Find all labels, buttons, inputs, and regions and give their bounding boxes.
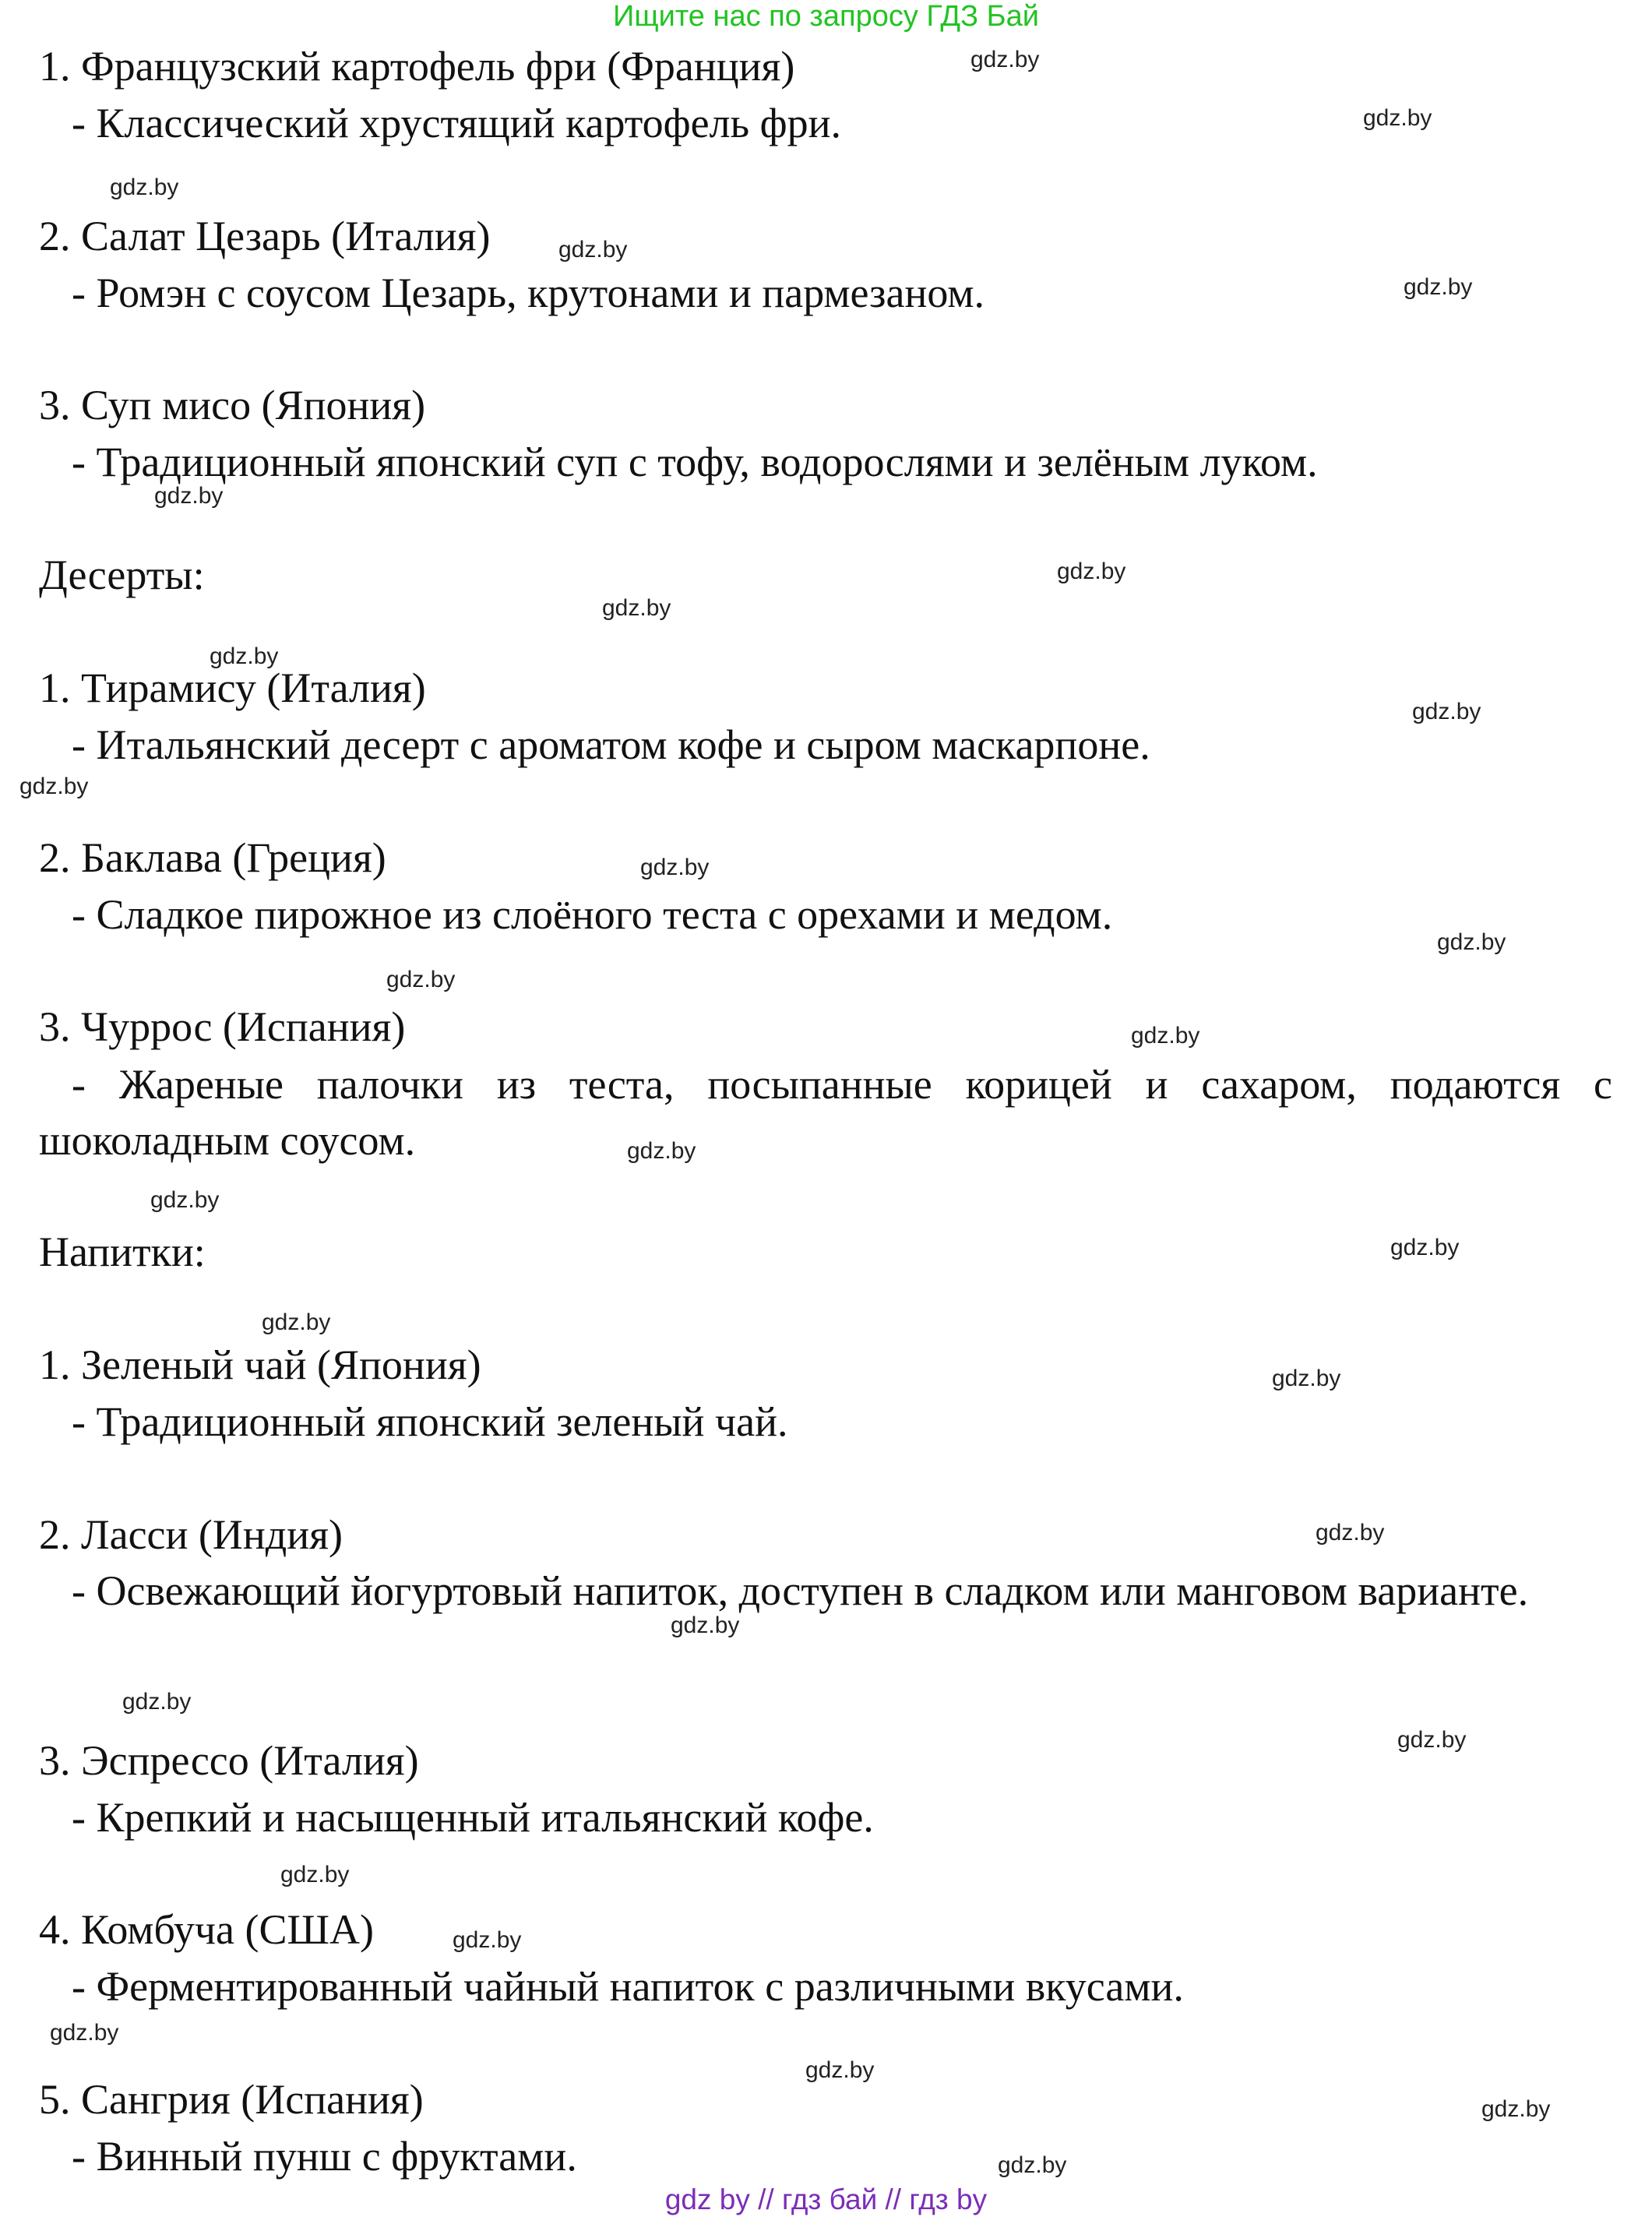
starter-1-title: 1. Французский картофель фри (Франция): [39, 43, 795, 90]
drink-1-title: 1. Зеленый чай (Япония): [39, 1341, 481, 1388]
watermark: gdz.by: [1057, 559, 1126, 584]
drink-4-desc: - Ферментированный чайный напиток с различными вкусами.: [72, 1963, 1184, 2010]
starter-2-desc: - Ромэн с соусом Цезарь, крутонами и пармезаном.: [72, 270, 985, 316]
watermark: gdz.by: [640, 855, 710, 880]
watermark: gdz.by: [970, 47, 1040, 72]
watermark: gdz.by: [280, 1862, 350, 1887]
watermark: gdz.by: [1390, 1235, 1460, 1260]
watermark: gdz.by: [602, 595, 671, 621]
drink-3-title: 3. Эспрессо (Италия): [39, 1737, 419, 1784]
drink-2-desc: - Освежающий йогуртовый напиток, доступен в сладком или манговом варианте.: [72, 1567, 1529, 1614]
watermark: gdz.by: [453, 1927, 522, 1953]
footer-site-note: gdz by // гдз бай // гдз by: [664, 2183, 988, 2215]
drink-3-desc: - Крепкий и насыщенный итальянский кофе.: [72, 1794, 874, 1841]
watermark: gdz.by: [1272, 1366, 1341, 1391]
drink-5-desc: - Винный пунш с фруктами.: [72, 2133, 577, 2180]
starter-1-desc: - Классический хрустящий картофель фри.: [72, 100, 842, 146]
watermark: gdz.by: [386, 967, 456, 992]
desserts-heading: Десерты:: [39, 552, 205, 598]
dessert-2-title: 2. Баклава (Греция): [39, 834, 386, 881]
drink-2-title: 2. Ласси (Индия): [39, 1511, 343, 1558]
watermark: gdz.by: [50, 2020, 119, 2046]
watermark: gdz.by: [805, 2057, 875, 2083]
drink-1-desc: - Традиционный японский зеленый чай.: [72, 1398, 788, 1445]
watermark: gdz.by: [998, 2152, 1067, 2178]
watermark: gdz.by: [154, 483, 224, 509]
watermark: gdz.by: [122, 1689, 192, 1715]
dessert-1-title: 1. Тирамису (Италия): [39, 664, 426, 711]
watermark: gdz.by: [558, 237, 628, 263]
watermark: gdz.by: [110, 174, 179, 200]
dessert-1-desc: - Итальянский десерт с ароматом кофе и сыром маскарпоне.: [72, 721, 1150, 768]
dessert-3-desc: - Жареные палочки из теста, посыпанные корицей и сахаром, подаются с шоколадным соусом.: [39, 1061, 1612, 1164]
watermark: gdz.by: [262, 1309, 331, 1335]
watermark: gdz.by: [1481, 2096, 1551, 2122]
watermark: gdz.by: [210, 643, 279, 669]
starter-3-title: 3. Суп мисо (Япония): [39, 382, 426, 428]
watermark: gdz.by: [1131, 1023, 1200, 1049]
drink-4-title: 4. Комбуча (США): [39, 1906, 374, 1953]
watermark: gdz.by: [671, 1612, 740, 1638]
drink-5-title: 5. Сангрия (Испания): [39, 2076, 424, 2123]
watermark: gdz.by: [1363, 105, 1432, 131]
dessert-3-title: 3. Чуррос (Испания): [39, 1003, 406, 1050]
starter-3-desc: - Традиционный японский суп с тофу, водорослями и зелёным луком.: [72, 439, 1318, 485]
watermark: gdz.by: [1412, 699, 1481, 724]
starter-2-title: 2. Салат Цезарь (Италия): [39, 213, 491, 259]
drinks-heading: Напитки:: [39, 1228, 206, 1275]
dessert-2-desc: - Сладкое пирожное из слоёного теста с орехами и медом.: [72, 891, 1113, 938]
watermark: gdz.by: [1316, 1520, 1385, 1546]
header-search-note: Ищите нас по запросу ГДЗ Бай: [613, 0, 1039, 33]
watermark: gdz.by: [19, 774, 89, 799]
watermark: gdz.by: [1397, 1727, 1467, 1753]
watermark: gdz.by: [150, 1187, 220, 1213]
watermark: gdz.by: [1437, 929, 1506, 955]
watermark: gdz.by: [1404, 274, 1473, 300]
watermark: gdz.by: [627, 1138, 696, 1164]
